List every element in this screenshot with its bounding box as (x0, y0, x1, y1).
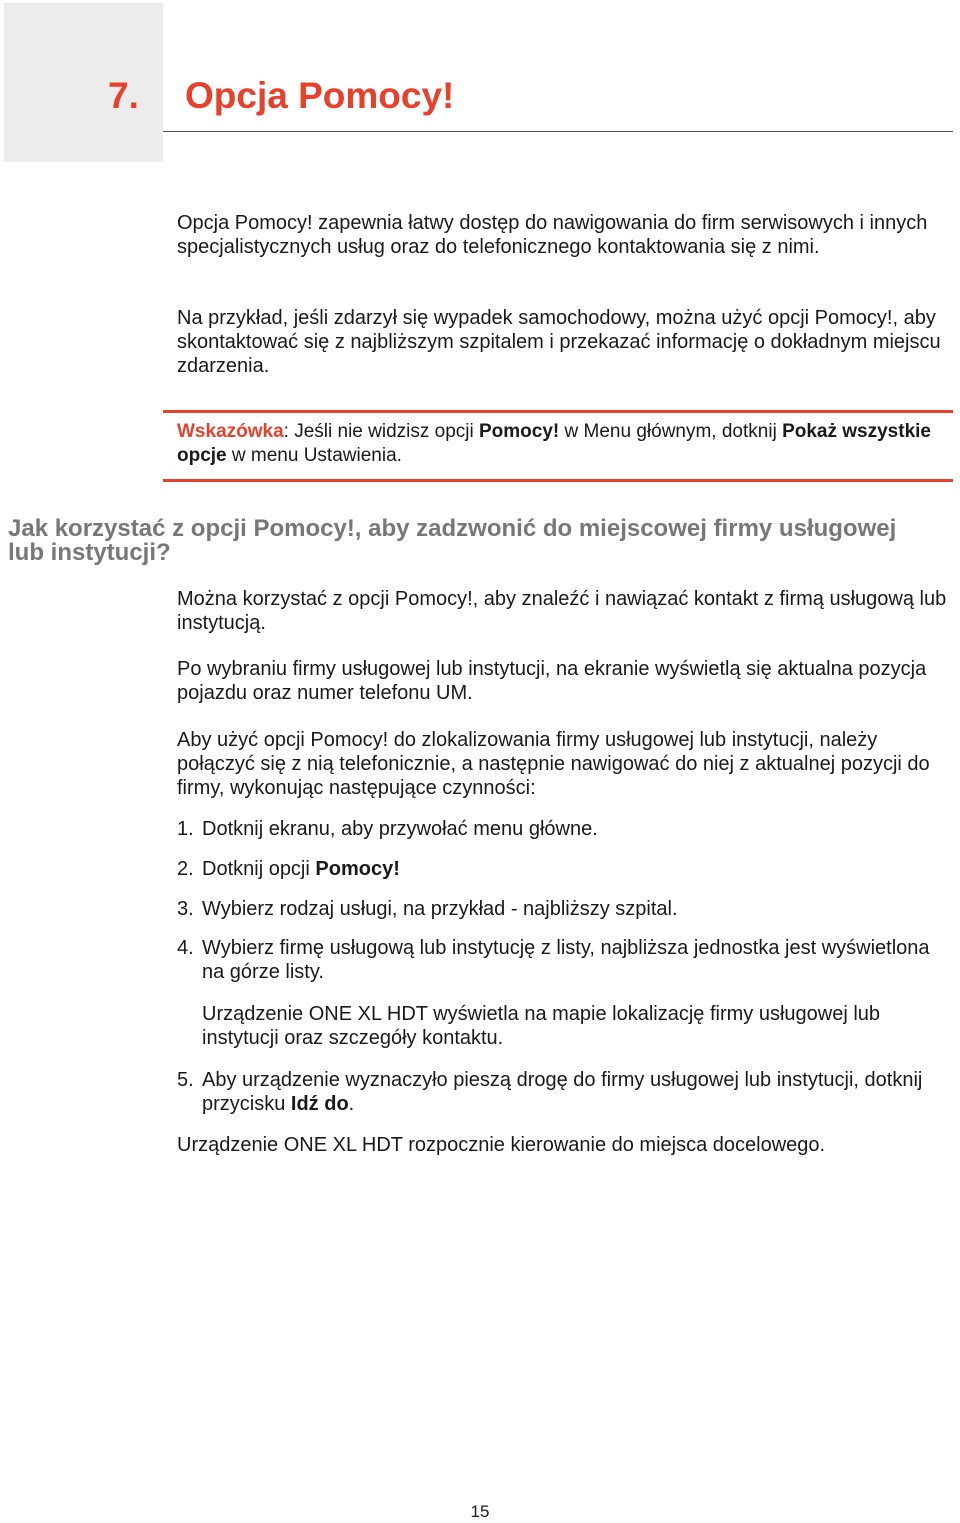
step-3 (177, 897, 953, 921)
step-number: 3. (177, 898, 194, 920)
step-text-plain: Aby urządzenie wyznaczyło pieszą drogę do firmy usługowej lub instytucji, dotknij przycisku (202, 1069, 923, 1115)
step-number: 5. (177, 1069, 194, 1091)
tip-bottom-rule (163, 479, 953, 482)
step-4 (177, 936, 953, 984)
step-text-bold: Pomocy! (315, 858, 400, 880)
header-divider (163, 131, 953, 132)
tip-box (177, 420, 953, 468)
section-paragraph-2: Po wybraniu firmy usługowej lub instytucji, na ekranie wyświetlą się aktualna pozycja pojazdu oraz numer telefonu UM. (177, 658, 927, 704)
tip-bold-2: Pokaż wszystkie opcje (177, 421, 931, 466)
tip-label: Wskazówka (177, 421, 284, 442)
step-4-note: Urządzenie ONE XL HDT wyświetla na mapie lokalizację firmy usługowej lub instytucji oraz szczegóły kontaktu. (202, 1003, 881, 1049)
step-text-bold: Idź do (290, 1093, 349, 1115)
tip-top-rule (163, 410, 953, 413)
closing-paragraph: Urządzenie ONE XL HDT rozpocznie kierowanie do miejsca docelowego. (177, 1134, 826, 1156)
step-text-end: . (348, 1093, 355, 1115)
step-text-plain: Dotknij opcji (202, 858, 316, 880)
tip-text-3: w menu Ustawienia. (226, 445, 402, 466)
step-text: Wybierz firmę usługową lub instytucję z listy, najbliższa jednostka jest wyświetlona na górze listy. (202, 937, 930, 983)
tip-text-1: : Jeśli nie widzisz opcji (283, 421, 479, 442)
chapter-number-box (4, 3, 163, 162)
step-number: 4. (177, 937, 194, 959)
step-number: 1. (177, 818, 194, 840)
tip-bold-1: Pomocy! (479, 421, 560, 442)
intro-paragraph-1: Opcja Pomocy! zapewnia łatwy dostęp do nawigowania do firm serwisowych i innych specjalistycznych usług oraz do telefonicznego kontaktowania się z nimi. (177, 212, 928, 258)
step-2 (177, 857, 953, 881)
step-number: 2. (177, 858, 194, 880)
intro-paragraph-2: Na przykład, jeśli zdarzył się wypadek samochodowy, można użyć opcji Pomocy!, aby skontaktować się z najbliższym szpitalem i przekazać informację o dokładnym miejscu zdarzenia. (177, 307, 941, 377)
chapter-number: 7. (108, 75, 139, 116)
step-5 (177, 1068, 953, 1116)
step-1 (177, 817, 953, 841)
section-heading: Jak korzystać z opcji Pomocy!, aby zadzwonić do miejscowej firmy usługowej lub instytucji? (8, 515, 897, 566)
tip-text-2: w Menu głównym, dotknij (559, 421, 783, 442)
page-number: 15 (470, 1502, 490, 1521)
chapter-title: Opcja Pomocy! (185, 75, 455, 116)
step-text: Wybierz rodzaj usługi, na przykład - najbliższy szpital. (202, 898, 678, 920)
step-text (202, 857, 953, 881)
section-paragraph-1: Można korzystać z opcji Pomocy!, aby znaleźć i nawiązać kontakt z firmą usługową lub instytucją. (177, 588, 947, 634)
step-text: Dotknij ekranu, aby przywołać menu główne. (202, 818, 598, 840)
section-paragraph-3: Aby użyć opcji Pomocy! do zlokalizowania firmy usługowej lub instytucji, należy połączyć się z nią telefonicznie, a następnie nawigować do niej z aktualnej pozycji do firmy, wykonując następujące czynności: (177, 729, 930, 799)
step-text (202, 1068, 953, 1116)
